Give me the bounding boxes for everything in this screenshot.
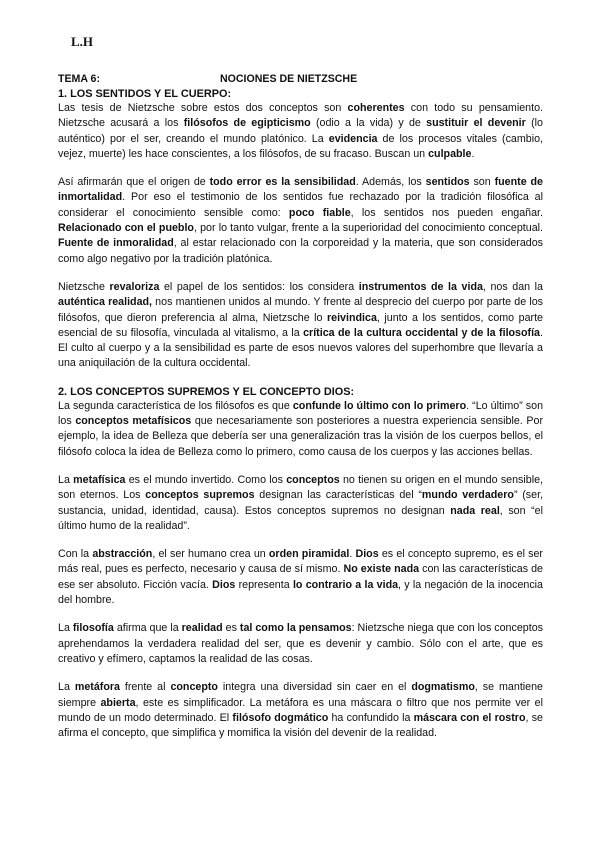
author-initials: L.H (71, 34, 94, 49)
section-1-paragraph-1: Las tesis de Nietzsche sobre estos dos conceptos son coherentes con todo su pensamiento. Nietzsche acusará a los filósofos de egipticismo (odio a la vida) y de sustituir el devenir (lo auténtico) por el ser, creando el mundo platónico. La evidencia de los procesos vitales (cambio, vejez, muerte) les hace conscientes, a los filósofos, de su fracaso. Buscan un culpable. (58, 102, 543, 160)
section-2-paragraph-2: La metafísica es el mundo invertido. Como los conceptos no tienen su origen en el mundo sensible, son eternos. Los conceptos supremos designan las características del “mundo verdadero” (ser, sustancia, unidad, identidad, causa). Estos conceptos supremos no designan nada real, son “el último humo de la realidad”. (58, 473, 544, 532)
topic-title: NOCIONES DE NIETZSCHE (220, 73, 358, 85)
document-body (58, 87, 543, 741)
section-1-paragraph-3: Nietzsche revaloriza el papel de los sentidos: los considera instrumentos de la vida, nos dan la auténtica realidad, nos mantienen unidos al mundo. Y frente al desprecio del cuerpo por parte de los filósofos, que dieron preferencia al alma, Nietzsche lo reivindica, junto a los sentidos, como parte esencial de su filosofía, vinculada al vitalismo, a la crítica de la cultura occidental y de la filosofía. El culto al cuerpo y a la sensibilidad es parte de esos nuevos valores del superhombre que llevaría a una aniquilación de la cultura occidental. (58, 280, 543, 370)
section-2-paragraph-1: La segunda característica de los filósofos es que confunde lo último con lo primero. “Lo último” son los conceptos metafísicos que necesariamente son posteriores a nuestra experiencia sensible. Por ejemplo, la idea de Belleza que debería ser una generalización tras la visión de los cuerpos bellos, el filósofo coloca la idea de Belleza como lo primero, como causa de los cuerpos y las acciones bellas. (58, 399, 544, 458)
section-1-paragraph-2: Así afirmarán que el origen de todo error es la sensibilidad. Además, los sentidos son fuente de inmortalidad. Por eso el testimonio de los sentidos fue rechazado por la tradición filosófica al considerar el conocimiento sensible como: poco fiable, los sentidos nos pueden engañar. Relacionado con el pueblo, por lo tanto vulgar, frente a la superioridad del conocimiento conceptual. Fuente de inmoralidad, al estar relacionado con la corporeidad y la materia, que son considerados como algo negativo por la tradición platónica. (58, 176, 543, 265)
section-2-paragraph-5: La metáfora frente al concepto integra una diversidad sin caer en el dogmatismo, se mantiene siempre abierta, este es simplificador. La metáfora es una máscara o filtro que nos permite ver el mundo de un modo determinado. El filósofo dogmático ha confundido la máscara con el rostro, se afirma el concepto, que simplifica y momifica la visión del devenir de la realidad. (58, 681, 543, 740)
topic-number: TEMA 6: (58, 73, 100, 85)
section-1-heading: 1. LOS SENTIDOS Y EL CUERPO: (58, 88, 232, 100)
section-2-paragraph-4: La filosofía afirma que la realidad es tal como la pensamos: Nietzsche niega que con los conceptos aprehendamos la verdadera realidad del ser, que es devenir y cambio. Sólo con el arte, que es creativo y efímero, captamos la realidad de las cosas. (58, 622, 543, 665)
section-2-paragraph-3: Con la abstracción, el ser humano crea un orden piramidal. Dios es el concepto supremo, es el ser más real, pues es perfecto, necesario y causa de sí mismo. No existe nada con las características de ese ser absoluto. Ficción vacía. Dios representa lo contrario a la vida, y la negación de la inocencia del hombre. (58, 548, 543, 607)
section-2-heading: 2. LOS CONCEPTOS SUPREMOS Y EL CONCEPTO DIOS: (58, 385, 355, 398)
